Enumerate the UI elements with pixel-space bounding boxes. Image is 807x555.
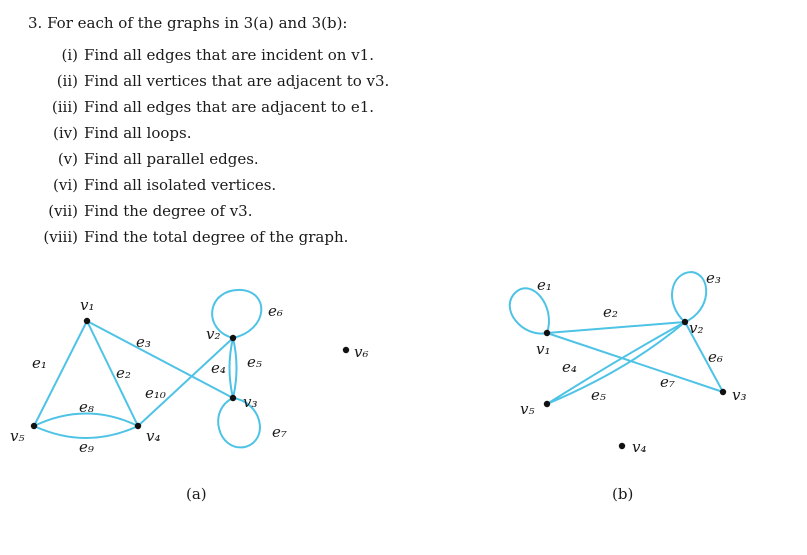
- graph-a: [10, 290, 369, 503]
- edge-a-e4: [230, 338, 234, 398]
- label-b-e4: e₄: [562, 358, 577, 376]
- edge-b-e2: [547, 322, 685, 333]
- question-text: Find all loops.: [84, 124, 192, 142]
- problem-header: 3. For each of the graphs in 3(a) and 3(b):: [28, 14, 348, 32]
- vertex-b-v1: [544, 330, 550, 336]
- label-a-e4: e₄: [211, 359, 226, 377]
- label-a-e8: e₈: [79, 398, 94, 416]
- label-a-e7: e₇: [272, 423, 287, 441]
- label-a-e10: e₁₀: [145, 384, 166, 402]
- label-a-e6: e₆: [268, 302, 283, 320]
- label-b-e6: e₆: [708, 348, 723, 366]
- question-text: Find all edges that are adjacent to e1.: [84, 98, 375, 116]
- label-a-v6: v₆: [354, 343, 369, 361]
- label-b-e3: e₃: [706, 269, 721, 287]
- question-number: (ii): [56, 72, 78, 90]
- vertex-b-v5: [544, 401, 550, 407]
- question-number: (vii): [48, 202, 78, 220]
- label-b-e7: e₇: [660, 373, 675, 391]
- vertex-a-v3: [230, 395, 236, 401]
- question-number: (v): [57, 150, 78, 168]
- label-a-v5: v₅: [10, 427, 25, 445]
- label-b-e5: e₅: [591, 386, 606, 404]
- vertex-b-v2: [682, 319, 688, 325]
- question-text: Find the total degree of the graph.: [84, 228, 349, 246]
- label-a-e1: e₁: [32, 354, 47, 372]
- vertex-a-v4: [135, 423, 141, 429]
- vertex-a-v1: [84, 318, 90, 324]
- label-b-v1: v₁: [536, 340, 551, 358]
- label-b-e1: e₁: [537, 276, 552, 294]
- edge-b-e1-loop: [510, 288, 549, 333]
- label-b-v3: v₃: [732, 386, 747, 404]
- edge-a-e5: [233, 338, 237, 398]
- edge-b-e3-loop: [672, 272, 706, 322]
- question-number: (i): [61, 46, 78, 64]
- edge-a-e9: [34, 426, 138, 438]
- question-text: Find all parallel edges.: [84, 150, 259, 168]
- question-text: Find all edges that are incident on v1.: [84, 46, 374, 64]
- question-number: (iii): [51, 98, 78, 116]
- label-a-v4: v₄: [146, 427, 161, 445]
- label-a-v1: v₁: [80, 296, 95, 314]
- question-text: Find the degree of v3.: [84, 202, 253, 220]
- question-text: Find all isolated vertices.: [84, 176, 277, 194]
- label-a-e9: e₉: [79, 438, 94, 456]
- vertex-a-v5: [31, 423, 37, 429]
- label-a-e5: e₅: [247, 353, 262, 371]
- question-text: Find all vertices that are adjacent to v3.: [84, 72, 390, 90]
- question-number: (vi): [53, 176, 78, 194]
- question-number: (viii): [43, 228, 78, 246]
- label-a-e2: e₂: [116, 364, 131, 382]
- caption-b: (b): [612, 485, 634, 503]
- label-b-v5: v₅: [520, 400, 535, 418]
- vertex-b-v4: [619, 443, 625, 449]
- vertex-b-v3: [720, 389, 726, 395]
- caption-a: (a): [186, 485, 207, 503]
- label-a-e3: e₃: [136, 333, 151, 351]
- vertex-a-v2: [230, 335, 236, 341]
- label-b-v2: v₂: [689, 319, 704, 337]
- label-a-v2: v₂: [206, 325, 221, 343]
- graph-b: [510, 269, 747, 503]
- label-b-v4: v₄: [632, 438, 647, 456]
- question-number: (iv): [53, 124, 78, 142]
- vertex-a-v6: [343, 347, 349, 353]
- label-a-v3: v₃: [243, 393, 258, 411]
- label-b-e2: e₂: [603, 303, 618, 321]
